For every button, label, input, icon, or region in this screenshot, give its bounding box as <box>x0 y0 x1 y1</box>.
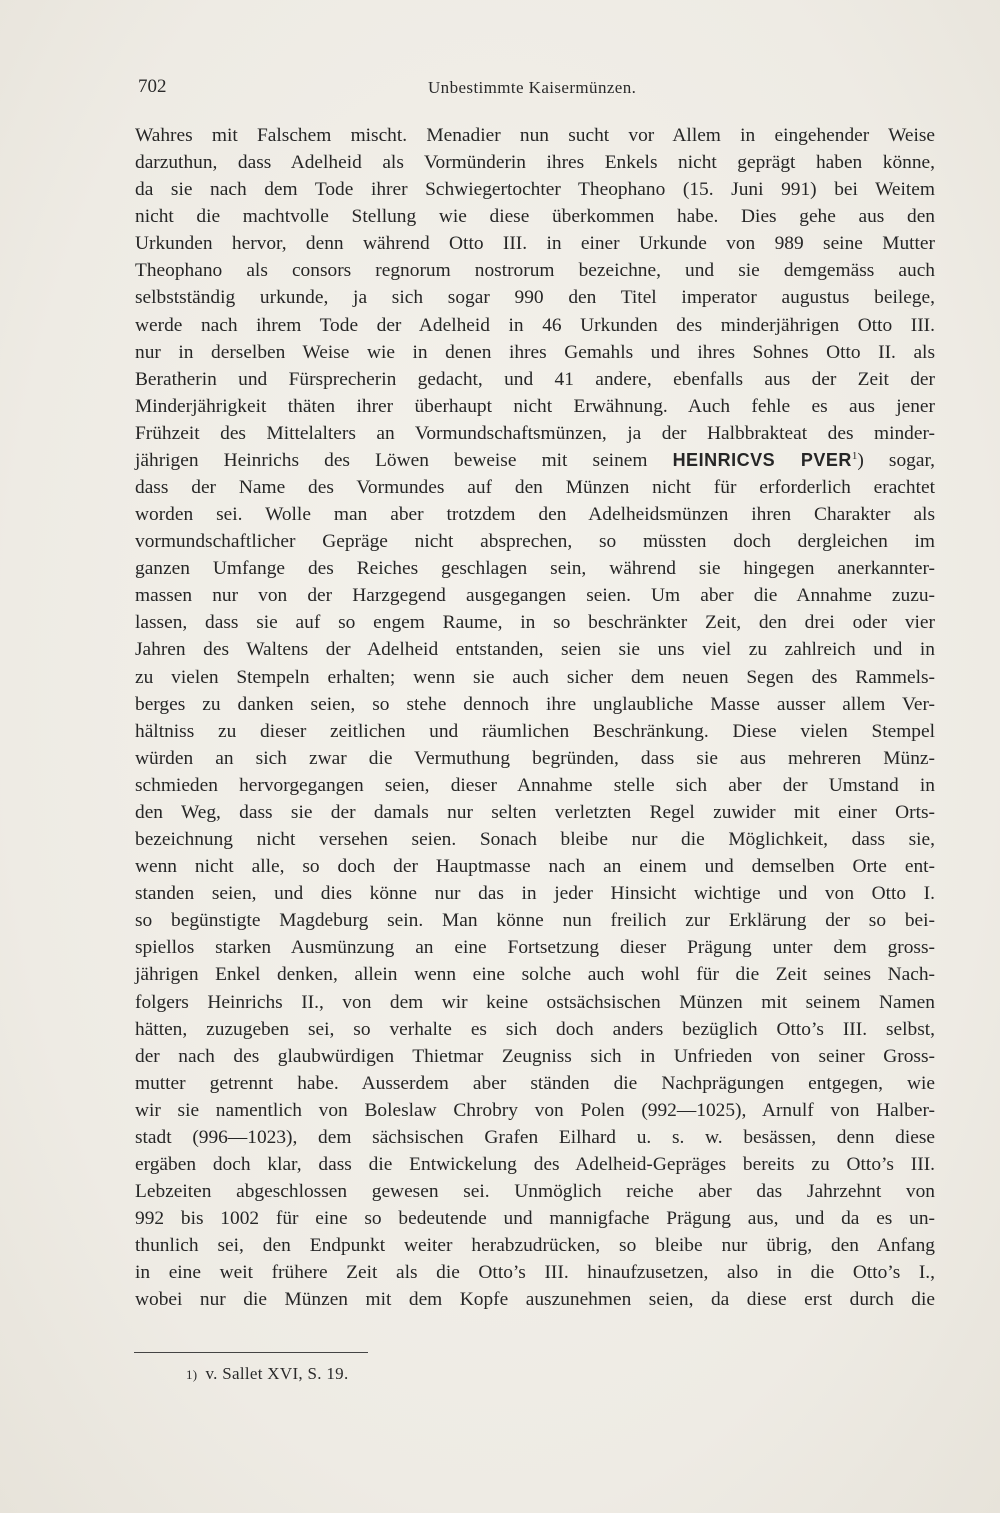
body-text <box>135 122 935 1313</box>
text-line: zu vielen Stempeln erhalten; wenn sie auch sicher dem neuen Segen des Rammels- <box>135 666 935 688</box>
text-line: lassen, dass sie auf so engem Raume, in so beschränkter Zeit, den drei oder vier <box>135 612 935 634</box>
text-line: standen seien, und dies könne nur das in jeder Hinsicht wichtige und von Otto I. <box>135 883 935 905</box>
text-line: nur in derselben Weise wie in denen ihres Gemahls und ihres Sohnes Otto II. als <box>135 341 935 363</box>
text-line: da sie nach dem Tode ihrer Schwiegertochter Theophano (15. Juni 991) bei Weitem <box>135 179 935 201</box>
text-line: werde nach ihrem Tode der Adelheid in 46 Urkunden des minderjährigen Otto III. <box>135 314 935 336</box>
text-line: schmieden hervorgegangen seien, dieser Annahme stelle sich aber der Umstand in <box>135 774 935 796</box>
text-line: spiellos starken Ausmünzung an eine Fortsetzung dieser Prägung unter dem gross- <box>135 937 935 959</box>
text-line: stadt (996—1023), dem sächsischen Grafen Eilhard u. s. w. besässen, denn diese <box>135 1126 935 1148</box>
text-line: Wahres mit Falschem mischt. Menadier nun sucht vor Allem in eingehender Weise <box>135 125 935 146</box>
text-line: in eine weit frühere Zeit als die Otto’s III. hinaufzusetzen, also in die Otto’s I., <box>135 1262 935 1284</box>
footnote <box>186 1364 349 1384</box>
text-line: massen nur von der Harzgegend ausgegangen seien. Um aber die Annahme zuzu- <box>135 585 935 607</box>
text-line: so begünstigte Magdeburg sein. Man könne nun freilich zur Erklärung der so bei- <box>135 910 935 932</box>
footnote-reference: 1 <box>851 449 858 462</box>
text-line: worden sei. Wolle man aber trotzdem den Adelheidsmünzen ihren Charakter als <box>135 504 935 526</box>
page-header <box>138 76 938 100</box>
footnote-text: v. Sallet XVI, S. 19. <box>205 1364 349 1383</box>
footnote-mark: 1) <box>186 1367 198 1382</box>
text-line: selbstständig urkunde, ja sich sogar 990 den Titel imperator augustus beilege, <box>135 287 935 309</box>
text-line: der nach des glaubwürdigen Thietmar Zeugniss sich in Unfrieden von seiner Gross- <box>135 1045 935 1067</box>
text-line: berges zu danken seien, so stehe dennoch ihre unglaubliche Masse ausser allem Ver- <box>135 693 935 715</box>
text-line: darzuthun, dass Adelheid als Vormünderin ihres Enkels nicht geprägt haben könne, <box>135 152 935 174</box>
line-text-after: ) sogar, <box>857 449 935 471</box>
text-line: ganzen Umfange des Reiches geschlagen sein, während sie hingegen anerkannter- <box>135 558 935 580</box>
text-line: nicht die machtvolle Stellung wie diese überkommen habe. Dies gehe aus den <box>135 206 935 228</box>
text-line-with-coin-legend <box>135 447 935 474</box>
text-line: würden an sich zwar die Vermuthung begründen, dass sie aus mehreren Münz- <box>135 747 935 769</box>
text-line: dass der Name des Vormundes auf den Münzen nicht für erforderlich erachtet <box>135 477 935 499</box>
text-line: Frühzeit des Mittelalters an Vormundschaftsmünzen, ja der Halbbrakteat des minder- <box>135 422 935 444</box>
text-line: wir sie namentlich von Boleslaw Chrobry von Polen (992—1025), Arnulf von Halber- <box>135 1099 935 1121</box>
text-line: Jahren des Waltens der Adelheid entstanden, seien sie uns viel zu zahlreich und in <box>135 639 935 661</box>
text-line: wenn nicht alle, so doch der Hauptmasse nach an einem und demselben Orte ent- <box>135 856 935 878</box>
text-line: jährigen Enkel denken, allein wenn eine solche auch wohl für die Zeit seines Nach- <box>135 964 935 986</box>
text-line: mutter getrennt habe. Ausserdem aber ständen die Nachprägungen entgegen, wie <box>135 1072 935 1094</box>
text-line: den Weg, dass sie der damals nur selten verletzten Regel zuwider mit einer Orts- <box>135 801 935 823</box>
text-line: folgers Heinrichs II., von dem wir keine ostsächsischen Münzen mit seinem Namen <box>135 991 935 1013</box>
text-line: ergäben doch klar, dass die Entwickelung des Adelheid-Gepräges bereits zu Otto’s III. <box>135 1153 935 1175</box>
page-number: 702 <box>138 76 167 97</box>
running-title: Unbestimmte Kaisermünzen. <box>428 78 637 97</box>
text-line: Lebzeiten abgeschlossen gewesen sei. Unmöglich reiche aber das Jahrzehnt von <box>135 1181 935 1203</box>
text-line: hältniss zu dieser zeitlichen und räumlichen Beschränkung. Diese vielen Stempel <box>135 720 935 742</box>
text-line: hätten, zuzugeben sei, so verhalte es sich doch anders bezüglich Otto’s III. selbst, <box>135 1018 935 1040</box>
text-line: Urkunden hervor, denn während Otto III. in einer Urkunde von 989 seine Mutter <box>135 233 935 255</box>
coin-legend: HEINRICVS PVER <box>672 449 852 470</box>
text-line: vormundschaftlicher Gepräge nicht absprechen, so müssten doch dergleichen im <box>135 531 935 553</box>
text-line: Theophano als consors regnorum nostrorum bezeichne, und sie demgemäss auch <box>135 260 935 282</box>
line-text-before: jährigen Heinrichs des Löwen beweise mit seinem <box>135 449 673 471</box>
text-line: Minderjährigkeit thäten ihrer überhaupt nicht Erwähnung. Auch fehle es aus jener <box>135 395 935 417</box>
text-line: 992 bis 1002 für eine so bedeutende und mannigfache Prägung aus, und da es un- <box>135 1208 935 1230</box>
footnote-divider <box>134 1352 368 1353</box>
text-line: bezeichnung nicht versehen seien. Sonach bleibe nur die Möglichkeit, dass sie, <box>135 829 935 851</box>
text-line: wobei nur die Münzen mit dem Kopfe auszunehmen seien, da diese erst durch die <box>135 1289 935 1311</box>
text-line: Beratherin und Fürsprecherin gedacht, und 41 andere, ebenfalls aus der Zeit der <box>135 368 935 390</box>
text-line: thunlich sei, den Endpunkt weiter herabzudrücken, so bleibe nur übrig, den Anfang <box>135 1235 935 1257</box>
